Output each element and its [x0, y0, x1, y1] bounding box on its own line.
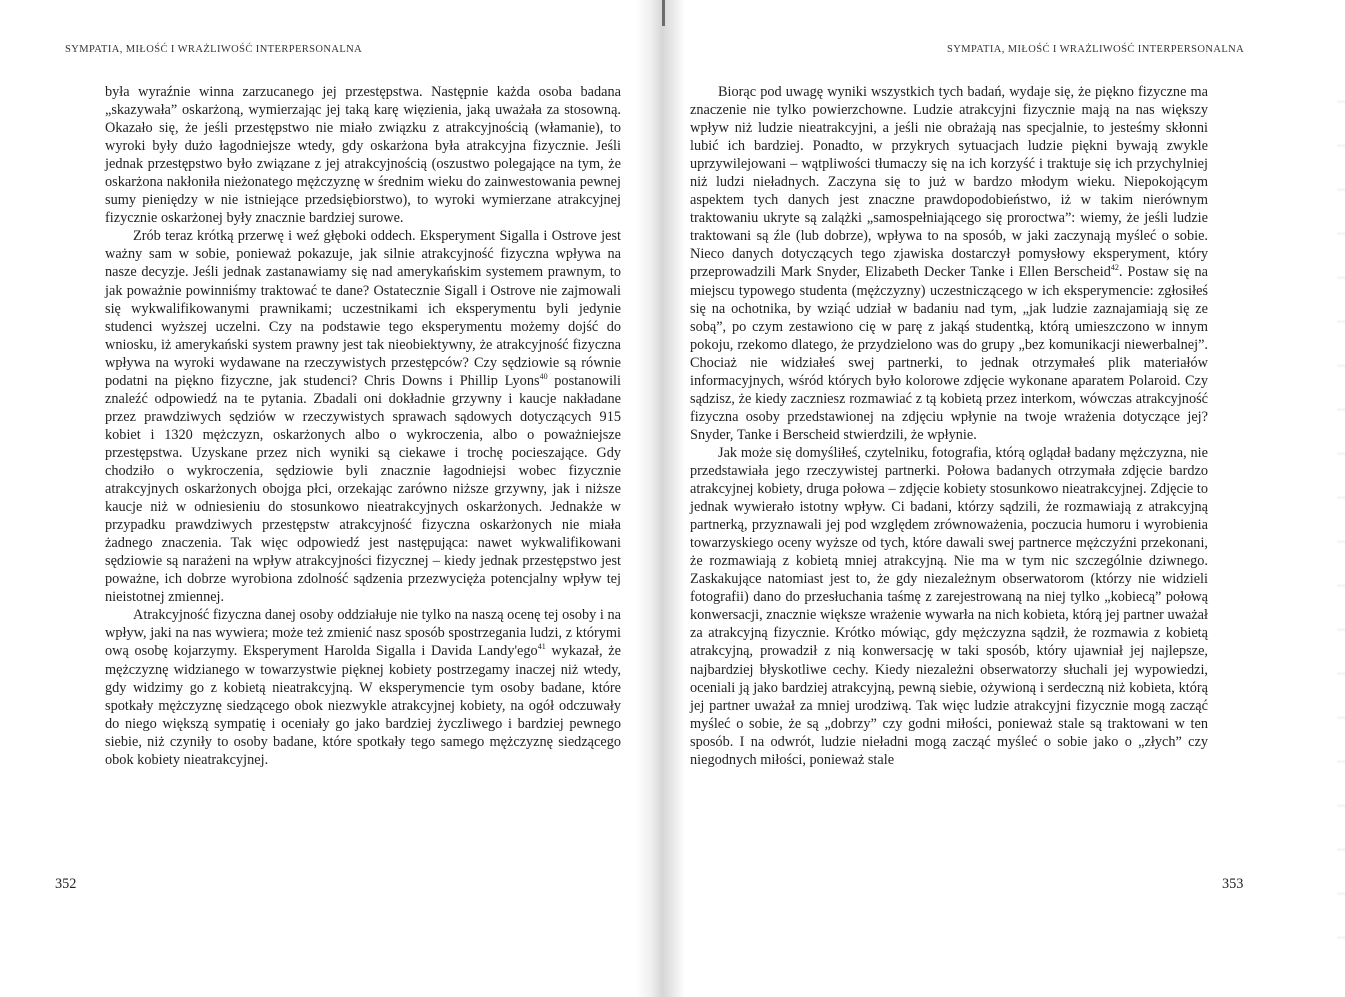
right-page-body — [690, 83, 1208, 769]
page-edge — [1337, 60, 1345, 980]
running-head-right: SYMPATIA, MIŁOŚĆ I WRAŻLIWOŚĆ INTERPERSONALNA — [947, 44, 1245, 55]
paragraph: Jak może się domyśliłeś, czytelniku, fotografia, którą oglądał badany mężczyzna, nie przedstawiała jego rzeczywistej partnerki. Połowa badanych otrzymała zdjęcie bardzo atrakcyjnej kobiety, druga połowa – zdjęcie kobiety stosunkowo nieatrakcyjnej. Zdjęcie to jednak wywierało istotny wpływ. Ci badani, którzy sądzili, że rozmawiają z atrakcyjną partnerką, przyznawali jej pod względem zrównoważenia, poczucia humoru i wyrobienia towarzyskiego oceny wyższe od tych, które dawali swej partnerce mężczyźni przekonani, że rozmawiają z kobietą mniej atrakcyjną. Nie ma w tym nic szczególnie dziwnego. Zaskakujące natomiast jest to, że gdy niezależnym obserwatorom (którzy nie widzieli fotografii) dano do przesłuchania taśmę z zarejestrowaną na niej tylko „kobiecą” połową konwersacji, znacznie większe wrażenie wywarła na nich kobieta, którą jej partner uważał za atrakcyjną fizycznie. Krótko mówiąc, gdy mężczyzna sądził, że rozmawia z kobietą atrakcyjną, prowadził z nią konwersację w taki sposób, który ujawniał jej najlepsze, najbardziej błyskotliwe cechy. Kiedy niezależni obserwatorzy słuchali jej wypowiedzi, oceniali ją jako bardziej atrakcyjną, pewną siebie, ożywioną i serdeczną niż kobieta, którą jej partner uważał za mniej urodziwą. Tak więc ludzie atrakcyjni fizycznie mogą zacząć myśleć o sobie, że są „dobrzy” czy godni miłości, ponieważ stale są traktowani w ten sposób. I na odwrót, ludzie nieładni mogą zacząć myśleć o sobie jako o „złych” czy niegodnych miłości, ponieważ stale — [690, 444, 1208, 768]
paragraph: Biorąc pod uwagę wyniki wszystkich tych badań, wydaje się, że piękno fizyczne ma znaczenie nie tylko powierzchowne. Ludzie atrakcyjni fizycznie mają na nas większy wpływ niż ludzie nieatrakcyjni, a jeśli nie obrażają nas specjalnie, to jesteśmy skłonni lubić ich bardziej. Ponadto, w przykrych sytuacjach ludzie piękni bywają zwykle uprzywilejowani – wątpliwości tłumaczy się na ich korzyść i traktuje się ich przychylniej niż ludzi nieładnych. Zaczyna się to już w bardzo młodym wieku. Niepokojącym aspektem tych danych jest znaczne prawdopodobieństwo, iż w takim nierównym traktowaniu ukryte są zalążki „samospełniającego się proroctwa”: wiemy, że jeśli ludzie traktowani są źle (lub dobrze), wpływa to na sposób, w jaki zaczynają myśleć o sobie. Nieco danych dotyczących tego zjawiska dostarczył pomysłowy eksperyment, który przeprowadzili Mark Snyder, Elizabeth Decker Tanke i Ellen Berscheid$^{42}$. Postaw się na miejscu typowego studenta (mężczyzny) uczestniczącego w ich eksperymencie: zgłosiłeś się na ochotnika, by wziąć udział w badaniu nad tym, „jak ludzie zaznajamiają się ze sobą”, po czym zestawiono cię w parę z jakąś studentką, którą umieszczono w innym pokoju, rzekomo dlatego, że przydzielono was do grupy „bez komunikacji niewerbalnej”. Chociaż nie widziałeś swej partnerki, to jednak otrzymałeś plik materiałów informacyjnych, wśród których było kolorowe zdjęcie wykonane aparatem Polaroid. Czy sądzisz, że kiedy zaczniesz rozmawiać z tą kobietą przez interkom, wówczas atrakcyjność fizyczna osoby przedstawionej na zdjęciu wpłynie na twoje wrażenia dotyczące jej? Snyder, Tanke i Berscheid stwierdzili, że wpłynie. — [690, 84, 1208, 443]
paragraph: Zrób teraz krótką przerwę i weź głęboki oddech. Eksperyment Sigalla i Ostrove jest ważny sam w sobie, ponieważ pokazuje, jak silnie atrakcyjność fizyczna wpływa na nasze decyzje. Jeśli jednak zastanawiamy się nad amerykańskim systemem prawnym, to jak poważnie powinniśmy traktować te dane? Ostatecznie Sigall i Ostrove nie zajmowali się wykwalifikowanymi prawnikami; uczestnikami ich eksperymentu byli jedynie studenci wyższej uczelni. Czy na podstawie tego eksperymentu możemy dojść do wniosku, iż amerykański system prawny jest tak nieobiektywny, że atrakcyjność fizyczna wpływa na wyroki wydawane na rzeczywistych przestępców? Czy sędziowie są równie podatni na piękno fizyczne, jak studenci? Chris Downs i Phillip Lyons$^{40}$ postanowili znaleźć odpowiedź na te pytania. Zbadali oni dokładnie grzywny i kaucje nakładane przez prawdziwych sędziów w rzeczywistych sprawach sądowych dotyczących 915 kobiet i 1320 mężczyzn, oskarżonych albo o wykroczenia, albo o poważniejsze przestępstwa. Uzyskane przez nich wyniki są ciekawe i trochę pocieszające. Gdy chodziło o wykroczenia, sędziowie byli znacznie łagodniejsi wobec fizycznie atrakcyjnych oskarżonych obojga płci, orzekając zarówno niższe grzywny, jak i niższe kaucje niż w odniesieniu do stosunkowo nieatrakcyjnych oskarżonych. Jednakże w przypadku prawdziwych przestępstw atrakcyjność fizyczna oskarżonych nie miała żadnego znaczenia. Tak więc odpowiedź jest następująca: nawet wykwalifikowani sędziowie są narażeni na wpływ atrakcyjności fizycznej – kiedy jednak przestępstwo jest poważne, ich dobrze wyrobiona zdolność sądzenia przezwycięża potencjalny wpływ tej nieistotnej zmiennej. — [105, 228, 622, 606]
page-number-left: 352 — [55, 876, 77, 892]
footnote-ref: 41 — [537, 642, 546, 652]
paragraph: Atrakcyjność fizyczna danej osoby oddziałuje nie tylko na naszą ocenę tej osoby i na wpływ, jaki na nas wywiera; może też zmienić nasz sposób spostrzegania ludzi, z którymi ową osobę kojarzymy. Eksperyment Harolda Sigalla i Davida Landy'ego$^{41}$ wykazał, że mężczyznę widzianego w towarzystwie pięknej kobiety postrzegamy inaczej niż wtedy, gdy widzimy go z kobietą nieatrakcyjną. W eksperymencie tym osoby badane, które spotkały mężczyznę siedzącego obok niezwykle atrakcyjnej kobiety, na ogół odczuwały do niego większą sympatię i oceniały go jako bardziej życzliwego i bardziej pewnego siebie, niż czyniły to osoby badane, które spotkały tego samego mężczyznę siedzącego obok kobiety nieatrakcyjnej. — [105, 607, 621, 768]
left-page-body — [105, 83, 621, 769]
paragraph: była wyraźnie winna zarzucanego jej przestępstwa. Następnie każda osoba badana „skazywała” oskarżoną, wymierzając jej taką karę więzienia, jaką uważała za stosowną. Okazało się, że jeśli przestępstwo nie miało związku z atrakcyjnością (włamanie), to wyroki były dużo łagodniejsze wtedy, gdy oskarżona była atrakcyjna fizycznie. Jeśli jednak przestępstwo było związane z jej atrakcyjnością (oszustwo polegające na tym, że oskarżona nakłoniła nieżonatego mężczyznę w średnim wieku do zainwestowania pewnej sumy pieniędzy w nie istniejące przedsiębiorstwo), to wyroki wymierzane atrakcyjnej fizycznie oskarżonej były znacznie bardziej surowe. — [105, 84, 621, 227]
page-number-right: 353 — [1222, 876, 1244, 892]
footnote-ref: 40 — [539, 371, 548, 381]
running-head-left: SYMPATIA, MIŁOŚĆ I WRAŻLIWOŚĆ INTERPERSONALNA — [65, 44, 363, 55]
gutter-mark — [662, 0, 665, 26]
book-gutter — [635, 0, 685, 997]
footnote-ref: 42 — [1110, 263, 1119, 273]
